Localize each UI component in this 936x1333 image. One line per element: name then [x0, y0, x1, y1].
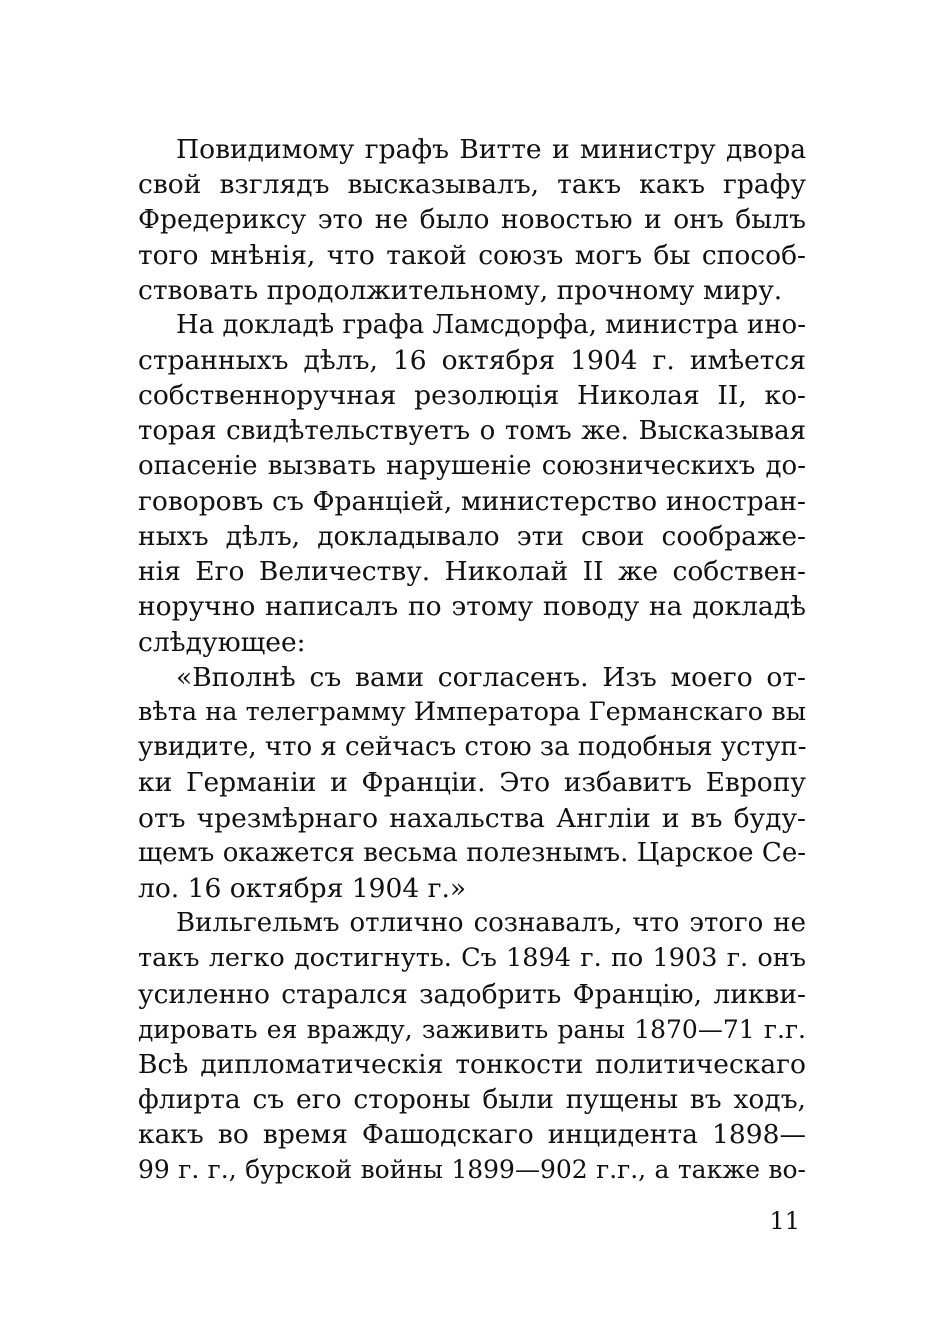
text-line: флирта съ его стороны были пущены въ ходъ,	[138, 1084, 806, 1116]
text-line: торая свидѣтельствуетъ о томъ же. Высказывая	[138, 415, 806, 446]
text-line: ствовать продолжительному, прочному миру.	[138, 274, 783, 306]
text-line: отъ чрезмѣрнаго нахальства Англіи и въ буду-	[138, 802, 806, 834]
text-line: говоровъ съ Франціей, министерство иностран-	[138, 485, 806, 517]
text-line: усиленно старался задобрить Францію, ликви-	[138, 978, 806, 1010]
text-line: нія Его Величеству. Николай II же собствен-	[138, 556, 806, 588]
text-line: какъ во время Фашодскаго инцидента 1898—	[138, 1119, 806, 1151]
text-line: того мнѣнія, что такой союзъ могъ бы способ-	[138, 239, 806, 271]
text-line: «Вполнѣ съ вами согласенъ. Изъ моего от-	[176, 661, 806, 693]
text-line: опасеніе вызвать нарушеніе союзническихъ до-	[138, 450, 806, 481]
text-line: ныхъ дѣлъ, докладывало эти свои соображе-	[138, 521, 806, 553]
text-line: свой взглядъ высказывалъ, такъ какъ графу	[138, 169, 806, 201]
text-line: собственноручная резолюція Николая II, ко-	[138, 380, 806, 412]
text-line: Всѣ дипломатическія тонкости политическаго	[138, 1048, 806, 1080]
page-number: 11	[769, 1207, 800, 1235]
text-line: Вильгельмъ отлично сознавалъ, что этого не	[176, 908, 806, 939]
body-text	[138, 132, 806, 1188]
text-line: ки Германіи и Франціи. Это избавитъ Европу	[138, 767, 806, 799]
text-line: странныхъ дѣлъ, 16 октября 1904 г. имѣется	[138, 345, 806, 377]
text-line: Фредериксу это не было новостью и онъ былъ	[138, 204, 806, 236]
text-line: вѣта на телеграмму Императора Германскаго вы	[138, 697, 806, 727]
text-line: 99 г. г., бурской войны 1899—902 г.г., а также во-	[138, 1155, 806, 1185]
text-line: Повидимому графъ Витте и министру двора	[176, 134, 806, 165]
text-line: такъ легко достигнуть. Съ 1894 г. по 1903 г. онъ	[138, 943, 806, 974]
text-line: норучно написалъ по этому поводу на докладѣ	[138, 591, 806, 623]
text-line: дировать ея вражду, заживить раны 1870—71 г.г.	[138, 1014, 806, 1044]
text-line: На докладѣ графа Ламсдорфа, министра ино-	[176, 309, 806, 340]
text-line: слѣдующее:	[138, 626, 306, 658]
text-line: ло. 16 октября 1904 г.»	[138, 872, 467, 904]
text-line: увидите, что я сейчасъ стою за подобныя уступ-	[138, 732, 807, 763]
text-line: щемъ окажется весьма полезнымъ. Царское Се-	[138, 837, 806, 868]
